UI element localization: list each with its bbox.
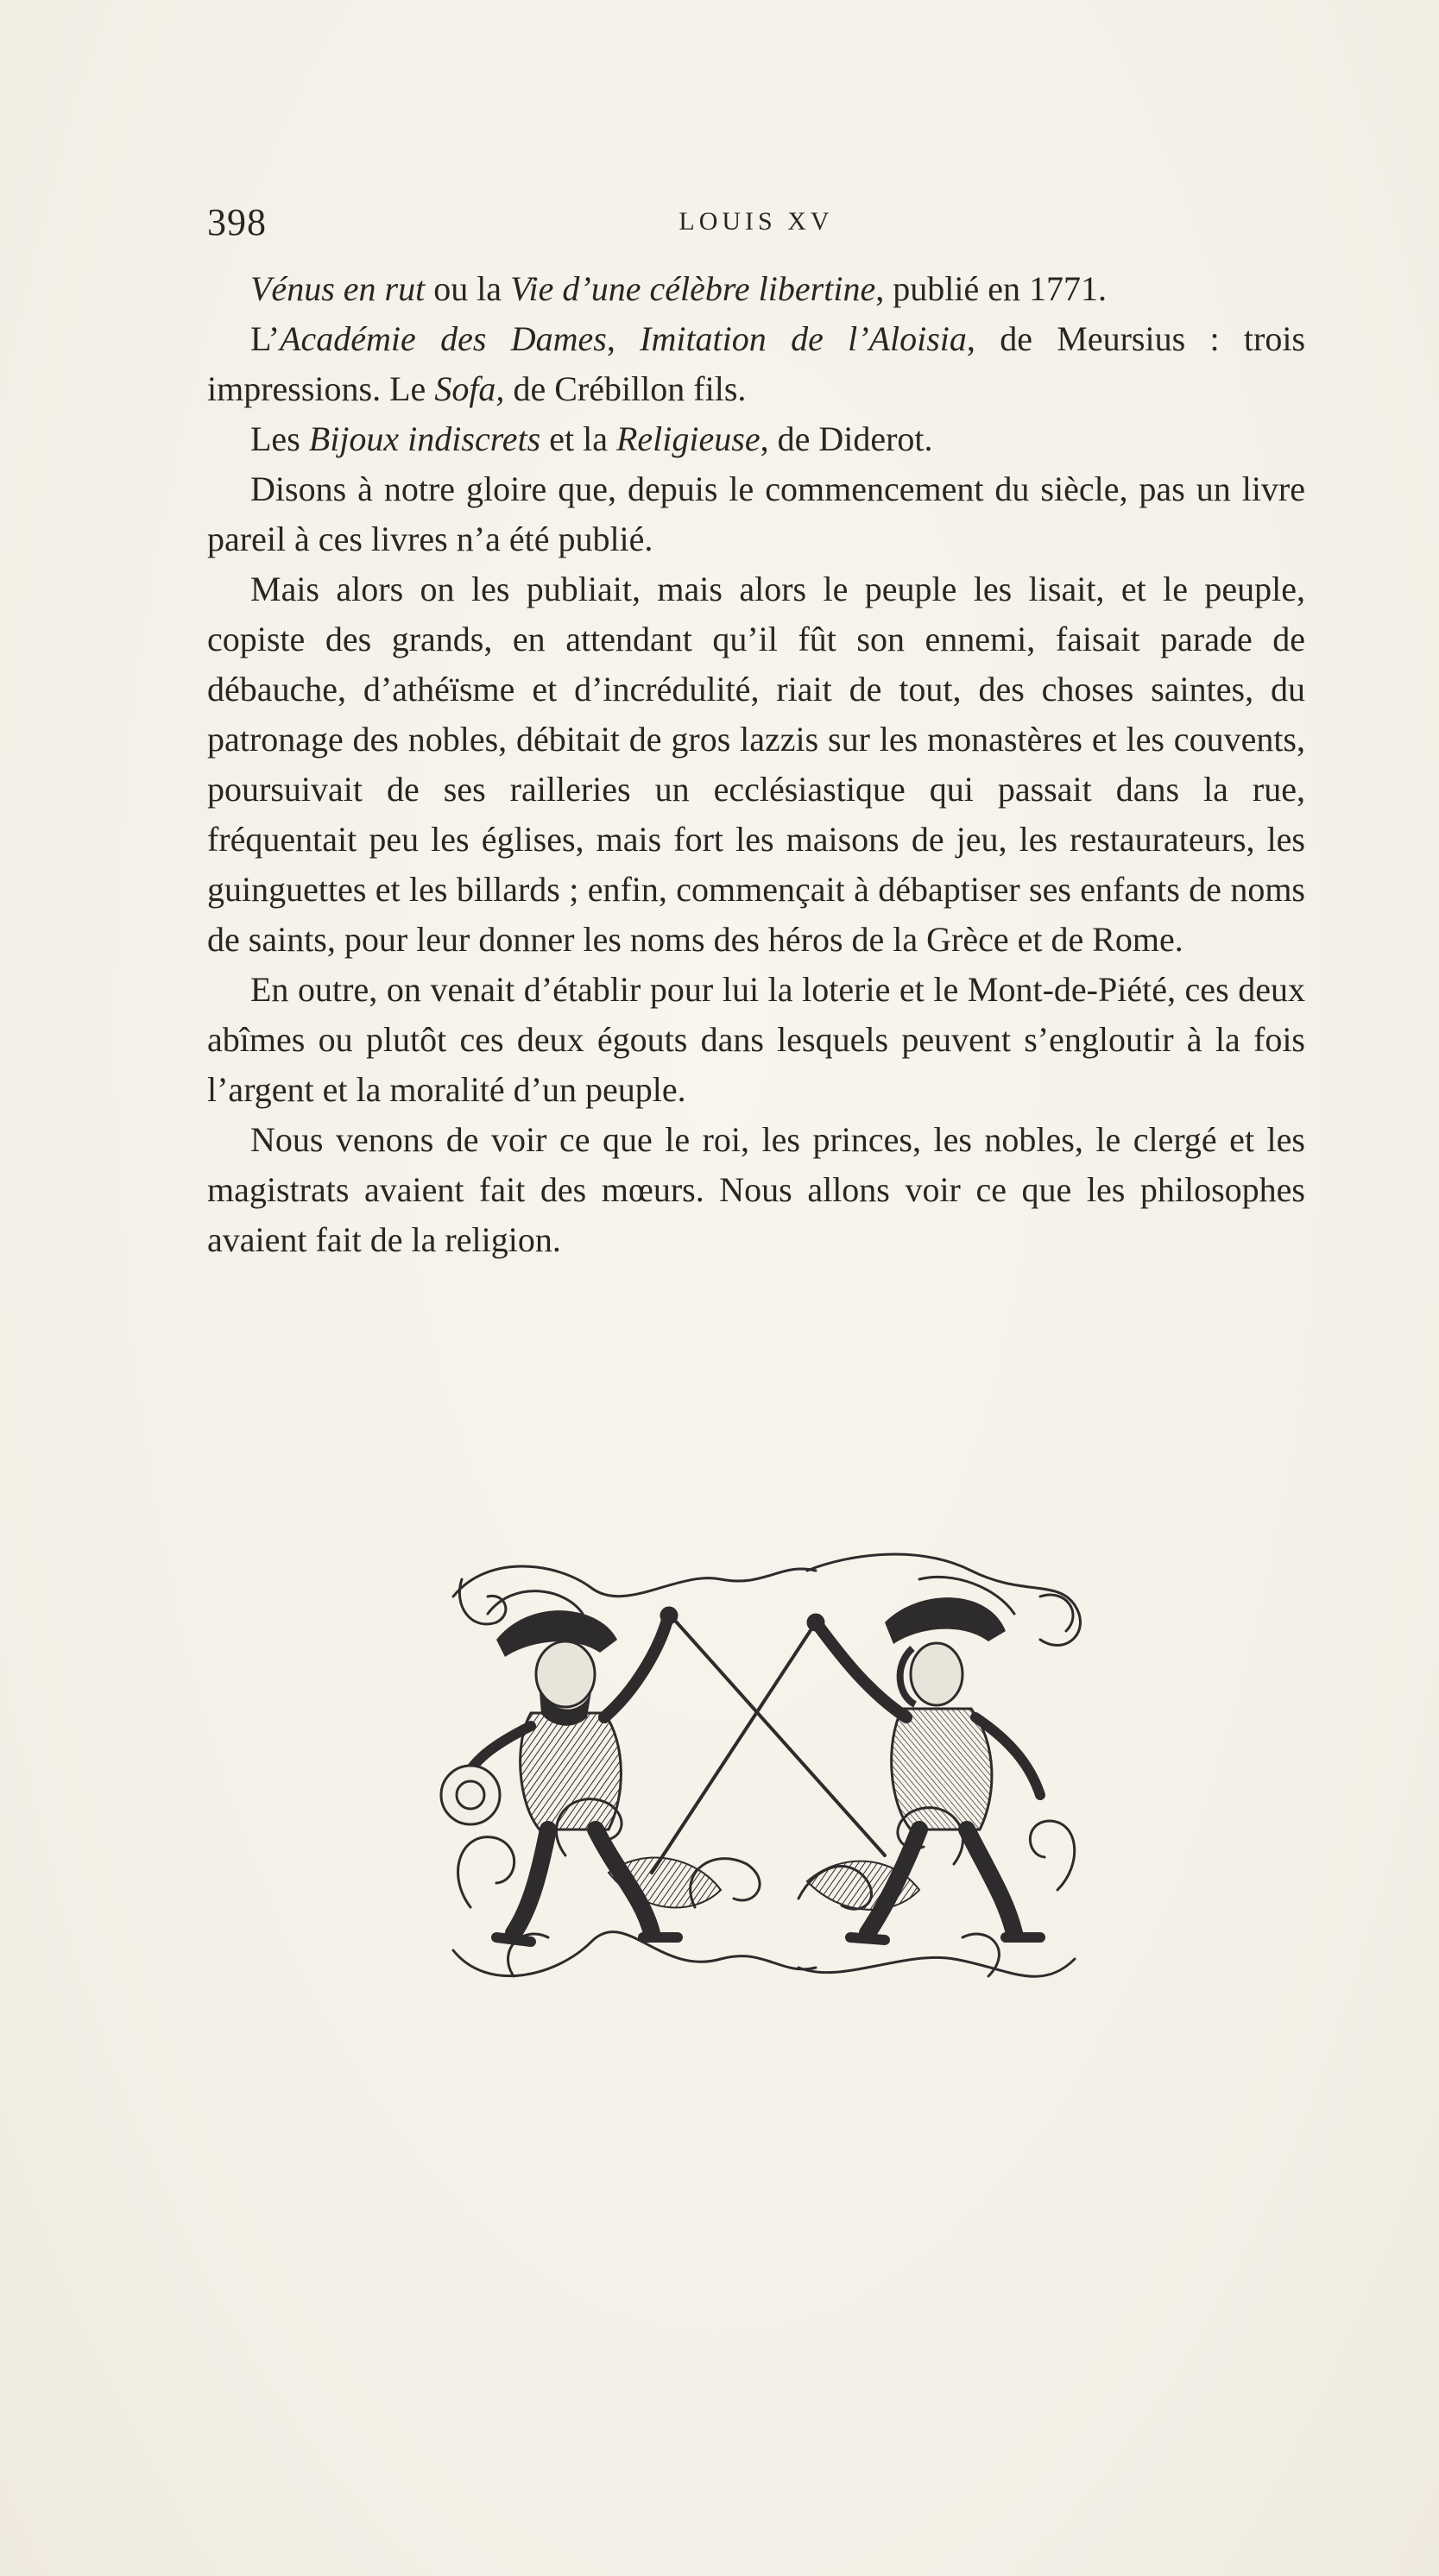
- text-run: L’: [250, 319, 281, 358]
- paragraph: [207, 464, 1305, 564]
- duel-illustration: [436, 1545, 1092, 2002]
- paragraph: [207, 965, 1305, 1115]
- italic-title-run: Vénus en rut: [250, 269, 426, 308]
- text-run: , publié en 1771.: [875, 269, 1107, 308]
- text-run: , de Meursius : trois impressions. Le: [207, 319, 1306, 408]
- text-run: Mais alors on les publiait, mais alors le peuple les lisait, et le peuple, copiste des grands, en attendant qu’il fût son ennemi, faisait parade de débauche, d’athéïsme et d’incrédulité, riait de tout, des choses saintes, du patronage des nobles, débitait de gros lazzis sur les monastères et les couvents, poursuivait de ses railleries un ecclésiastique qui passait dans la rue, fréquentait peu les églises, mais fort les maisons de jeu, les restaurateurs, les guinguettes et les billards ; enfin, commençait à débaptiser ses enfants de noms de saints, pour leur donner les noms des héros de la Grèce et de Rome.: [207, 570, 1305, 959]
- italic-title-run: Vie d’une célèbre libertine: [510, 269, 876, 308]
- italic-title-run: Imitation de l’Aloisia: [640, 319, 967, 358]
- italic-title-run: Religieuse: [615, 419, 761, 458]
- text-run: Les: [250, 419, 309, 458]
- body-text: [207, 264, 1305, 1265]
- italic-title-run: Bijoux indiscrets: [308, 419, 541, 458]
- tailpiece-vignette: [436, 1545, 1092, 2002]
- text-run: et la: [540, 419, 616, 458]
- running-title: LOUIS XV: [678, 207, 834, 236]
- italic-title-run: Académie des Dames: [280, 319, 607, 358]
- text-run: Nous venons de voir ce que le roi, les princes, les nobles, le clergé et les magistrats avaient fait des mœurs. Nous allons voir ce que les philosophes avaient fait de la religion.: [207, 1120, 1305, 1259]
- paragraph: [207, 414, 1305, 464]
- text-run: de Crébillon fils.: [504, 369, 747, 408]
- text-run: ou la: [425, 269, 511, 308]
- italic-title-run: Sofa,: [434, 369, 505, 408]
- paragraph: [207, 564, 1305, 965]
- paragraph: [207, 1115, 1305, 1265]
- text-run: , de Diderot.: [760, 419, 933, 458]
- page-number: 398: [207, 201, 267, 243]
- paragraph: [207, 314, 1305, 414]
- text-run: Disons à notre gloire que, depuis le commencement du siècle, pas un livre pareil à ces livres n’a été publié.: [207, 469, 1305, 558]
- page-header: [207, 200, 1305, 243]
- text-run: ,: [606, 319, 641, 358]
- text-run: En outre, on venait d’établir pour lui la loterie et le Mont-de-Piété, ces deux abîmes ou plutôt ces deux égouts dans lesquels peuvent s’engloutir à la fois l’argent et la moralité d’un peuple.: [207, 970, 1305, 1109]
- paragraph: [207, 264, 1305, 314]
